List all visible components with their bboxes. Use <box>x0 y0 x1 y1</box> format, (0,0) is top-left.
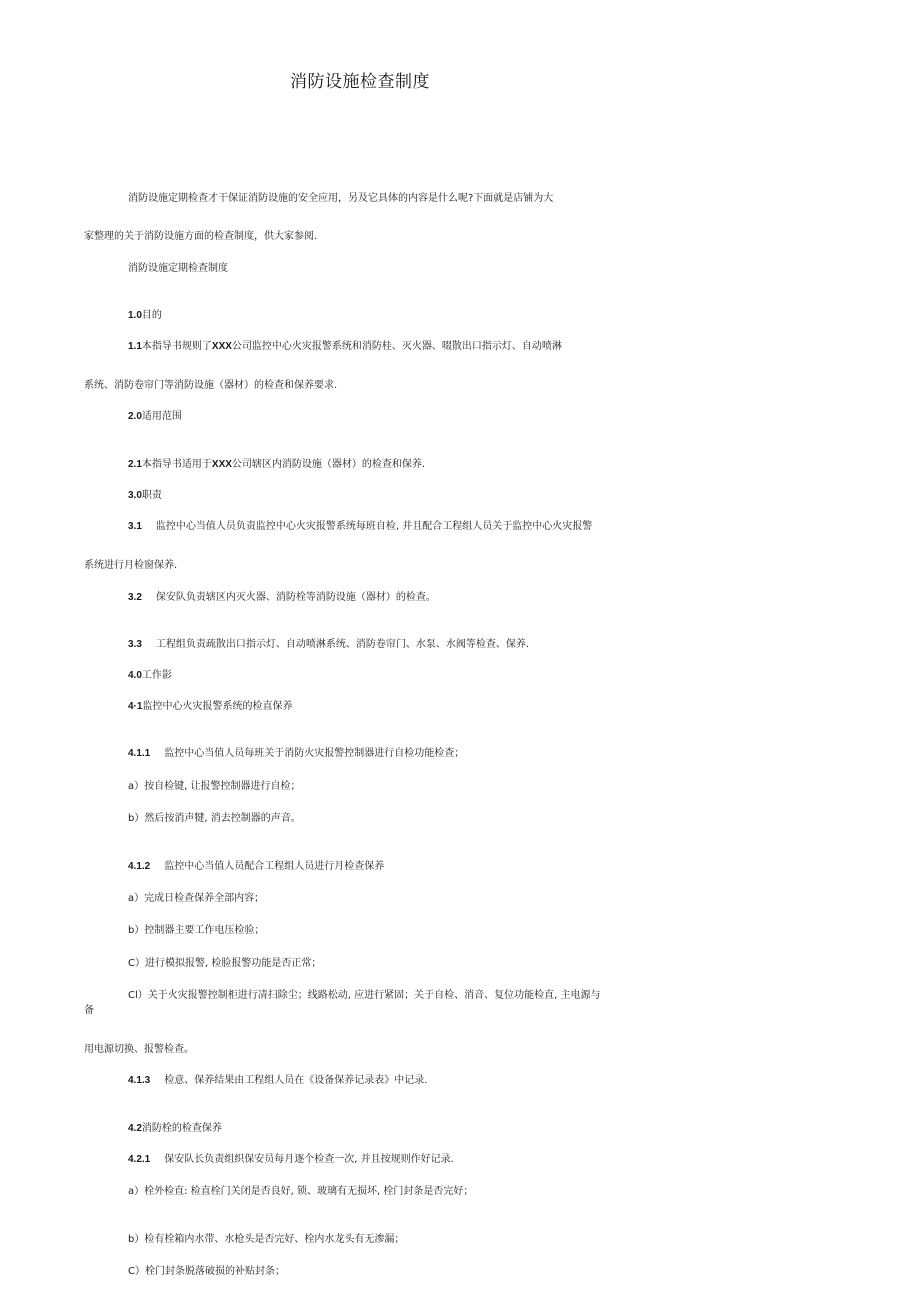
clause-number: 3.2 <box>128 592 142 603</box>
clause-text: 公司辖区内消防设施（器材）的检查和保养. <box>231 459 426 470</box>
document-title: 消防设施检查制度 <box>290 72 430 92</box>
intro-paragraph-line: 消防设施定期检查才干保证消防设施的安全应用，另及它具体的内容是什么呢?下面就是店铺为大 <box>128 193 554 204</box>
section-label: 目的 <box>141 310 162 321</box>
clause-number: 4.1.1 <box>128 748 151 759</box>
subsection-heading-4-2 <box>128 1122 222 1136</box>
section-heading-2 <box>128 410 182 424</box>
clause-4-1-2 <box>128 860 384 874</box>
clause-number: 1.1 <box>128 341 142 352</box>
list-item: a）栓外检直: 检直栓门关闭是否良好, 锁、玻璃有无损坏, 栓门封条是否完好； <box>128 1186 474 1197</box>
clause-text: 本指导书规则了 <box>141 341 212 352</box>
subsection-label: 监控中心火灾报警系统的检直保养 <box>142 701 293 712</box>
clause-text: 本指导书适用于 <box>141 459 212 470</box>
section-number: 1.0 <box>128 310 142 321</box>
clause-4-2-1 <box>128 1153 454 1167</box>
list-item: a）完成日检查保养全部内容； <box>128 893 265 904</box>
section-number: 3.0 <box>128 490 142 501</box>
clause-3-2 <box>128 591 436 605</box>
clause-number: 3.3 <box>128 639 142 650</box>
subtitle-line: 消防设施定期检查制度 <box>128 263 228 274</box>
section-number: 2.0 <box>128 411 142 422</box>
clause-4-1-1 <box>128 747 464 761</box>
section-number: 4.0 <box>128 670 142 681</box>
clause-number: 3.1 <box>128 521 142 532</box>
list-item-continued: 用电源切换、报警检查。 <box>84 1044 194 1055</box>
section-label: 职责 <box>141 490 162 501</box>
clause-number: 4.2.1 <box>128 1154 151 1165</box>
list-item-wrap: 备 <box>84 1005 94 1016</box>
list-item: a）按自检键, 让报警控制器进行自检； <box>128 781 301 792</box>
section-heading-4 <box>128 669 172 683</box>
company-placeholder: XXX <box>211 459 232 470</box>
clause-text: 检意、保养结果由工程组人员在《设备保养记录表》中记录. <box>164 1075 428 1086</box>
subsection-label: 消防栓的检查保养 <box>141 1123 222 1134</box>
clause-text: 工程组负责疏散出口指示灯、自动喷淋系统、消防卷帘门、水泵、水阀等检查、保养. <box>155 639 530 650</box>
clause-3-1 <box>128 520 592 534</box>
clause-text: 监控中心当值人员每班关于消防火灾报警控制器进行自检功能检查； <box>164 748 465 759</box>
section-heading-3 <box>128 489 162 503</box>
section-label: 工作影 <box>141 670 172 681</box>
intro-paragraph-line: 家整理的关于消防设施方面的检查制度，供大家参阅. <box>84 231 318 242</box>
subsection-number: 4.2 <box>128 1123 142 1134</box>
list-item: b）检有栓箱内水带、水枪头是否完好、栓内水龙头有无渗漏； <box>128 1234 405 1245</box>
clause-text: 保安队负责辖区内灭火器、消防栓等消防设施（器材）的检查。 <box>155 592 436 603</box>
section-label: 适用范围 <box>141 411 182 422</box>
list-item: b）控制器主要工作电压检验； <box>128 925 265 936</box>
clause-3-3 <box>128 638 529 652</box>
clause-1-1-continued: 系统、消防卷帘门等消防设施（器材）的检查和保养要求. <box>84 380 338 391</box>
clause-number: 4.1.3 <box>128 1075 151 1086</box>
list-item: C）进行模拟报警, 检脸报警功能是否正常； <box>128 958 322 969</box>
list-item: Cl）关于火灾报警控制柜进行凊扫除尘；线路松动, 应进行紧固；关于自检、消音、复位功能检直, 主电源与 <box>128 990 601 1001</box>
clause-1-1 <box>128 340 562 354</box>
subsection-number: 4·1 <box>128 701 143 712</box>
clause-3-1-continued: 系统进行月检窗保养. <box>84 560 178 571</box>
clause-2-1 <box>128 458 425 472</box>
clause-number: 2.1 <box>128 459 142 470</box>
clause-text: 监控中心当值人员负责监控中心火灾报警系统每班自检, 并且配合工程组人员关于监控中心火灾报警 <box>155 521 593 532</box>
section-heading-1 <box>128 309 162 323</box>
list-item: b）然后按消声犍, 消去控制器的声音。 <box>128 813 301 824</box>
subsection-heading-4-1 <box>128 700 292 714</box>
clause-text: 公司监控中心火灾报警系统和消防桂、灭火器、啜散出口指示灯、自动喷淋 <box>231 341 562 352</box>
clause-text: 监控中心当值人员配合工程组人员进行月检查保养 <box>164 861 385 872</box>
list-item: C）栓门封条脱落破损的补贴封条； <box>128 1266 285 1277</box>
clause-4-1-3 <box>128 1074 427 1088</box>
clause-text: 保安队长负责组织保安员每月逐个检查一次, 并且按规则作好记录. <box>164 1154 454 1165</box>
company-placeholder: XXX <box>211 341 232 352</box>
clause-number: 4.1.2 <box>128 861 151 872</box>
